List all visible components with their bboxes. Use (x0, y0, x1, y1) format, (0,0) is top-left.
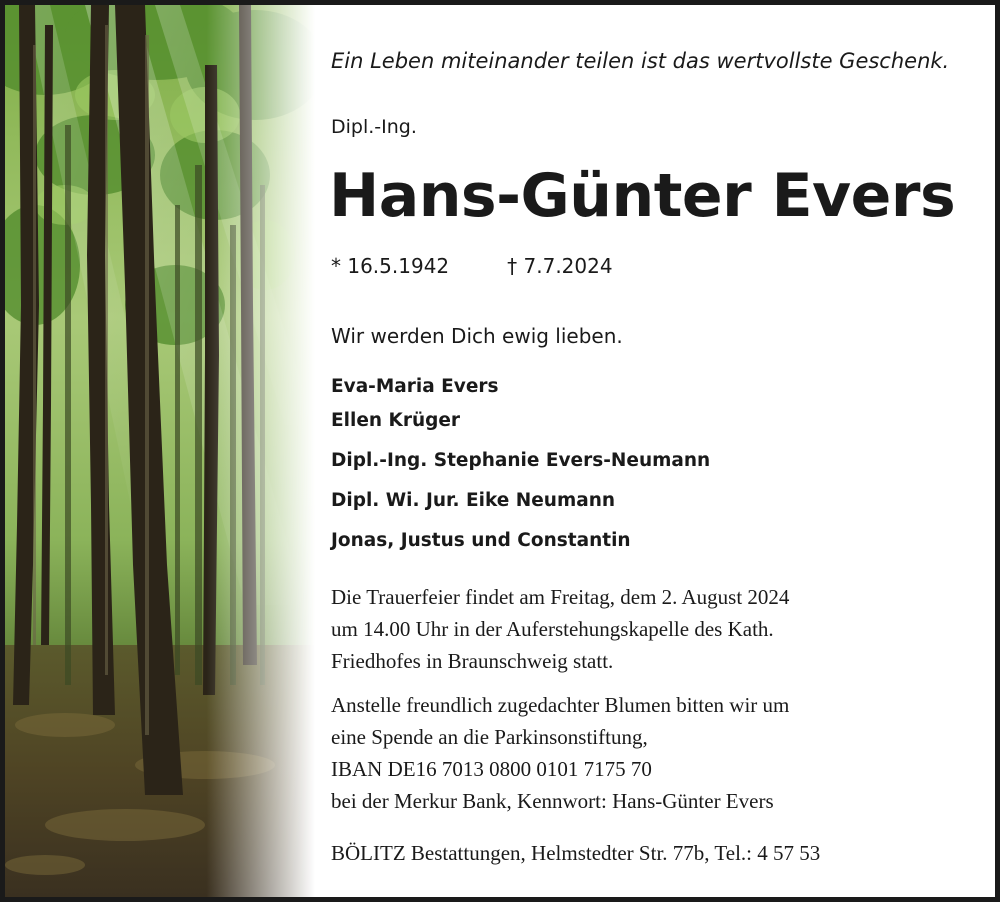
donation-info (331, 689, 789, 817)
undertaker-info: BÖLITZ Bestattungen, Helmstedter Str. 77b, Tel.: 4 57 53 (331, 841, 821, 865)
service-line: Friedhofes in Braunschweig statt. (331, 649, 614, 673)
mourner: Dipl. Wi. Jur. Eike Neumann (331, 490, 616, 511)
death-date: † 7.7.2024 (507, 254, 613, 278)
mourner: Eva-Maria Evers (331, 376, 499, 397)
mourner: Jonas, Justus und Constantin (331, 530, 631, 551)
birth-date: * 16.5.1942 (331, 254, 450, 278)
donation-line: Anstelle freundlich zugedachter Blumen bitten wir um (331, 693, 790, 717)
service-line: um 14.00 Uhr in der Auferstehungskapelle des Kath. (331, 617, 774, 641)
academic-title: Dipl.-Ing. (331, 116, 417, 138)
mourners-list (331, 372, 710, 566)
service-line: Die Trauerfeier findet am Freitag, dem 2. August 2024 (331, 585, 790, 609)
funeral-service-info (331, 581, 789, 677)
donation-line: eine Spende an die Parkinsonstiftung, (331, 725, 648, 749)
mourner: Dipl.-Ing. Stephanie Evers-Neumann (331, 450, 711, 471)
forest-photo (5, 5, 315, 897)
donation-line: bei der Merkur Bank, Kennwort: Hans-Günter Evers (331, 789, 774, 813)
deceased-name: Hans-Günter Evers (329, 161, 956, 231)
closing-line: Wir werden Dich ewig lieben. (331, 324, 623, 348)
life-dates (331, 254, 613, 278)
mourner: Ellen Krüger (331, 410, 461, 431)
motto: Ein Leben miteinander teilen ist das wertvollste Geschenk. (331, 49, 950, 73)
donation-line: IBAN DE16 7013 0800 0101 7175 70 (331, 757, 652, 781)
notice-text (327, 5, 987, 897)
